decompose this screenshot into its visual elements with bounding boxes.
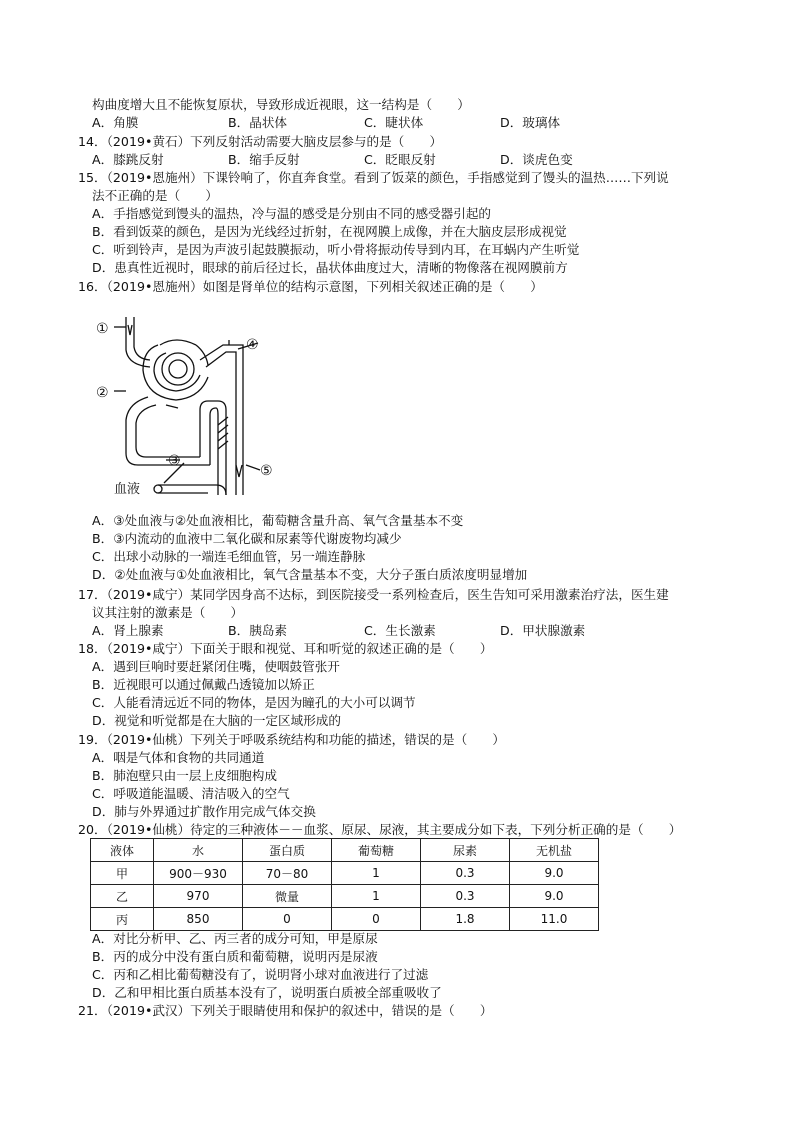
q13-option-a: A．角膜 bbox=[92, 115, 139, 130]
table-header: 水 bbox=[154, 839, 243, 862]
q13-option-b: B．晶状体 bbox=[228, 115, 288, 130]
q13-option-c: C．睫状体 bbox=[364, 115, 424, 130]
table-cell: 0 bbox=[243, 908, 332, 931]
q13-option-d: D．玻璃体 bbox=[500, 115, 561, 130]
q16-option-a: A．③处血液与②处血液相比，葡萄糖含量升高、氧气含量基本不变 bbox=[92, 513, 464, 528]
q18-option-a: A．遇到巨响时要赶紧闭住嘴，使咽鼓管张开 bbox=[92, 659, 340, 674]
table-header: 无机盐 bbox=[510, 839, 599, 862]
table-cell: 乙 bbox=[91, 885, 154, 908]
label-5: ⑤ bbox=[260, 463, 273, 479]
q15-option-d: D．患真性近视时，眼球的前后径过长，晶状体曲度过大，清晰的物像落在视网膜前方 bbox=[92, 260, 568, 275]
q16-stem: 16．（2019•恩施州）如图是肾单位的结构示意图，下列相关叙述正确的是（ ） bbox=[78, 279, 543, 294]
nephron-diagram bbox=[88, 305, 288, 510]
q18-stem: 18．（2019•咸宁）下面关于眼和视觉、耳和听觉的叙述正确的是（ ） bbox=[78, 641, 493, 656]
table-cell: 甲 bbox=[91, 862, 154, 885]
q15-stem-line1: 15．（2019•恩施州）下课铃响了，你直奔食堂。看到了饭菜的颜色，手指感觉到了馒头的温热……下列说 bbox=[78, 170, 669, 185]
q15-option-c: C．听到铃声，是因为声波引起鼓膜振动，听小骨将振动传导到内耳，在耳蜗内产生听觉 bbox=[92, 242, 580, 257]
q18-option-c: C．人能看清远近不同的物体，是因为瞳孔的大小可以调节 bbox=[92, 695, 416, 710]
q17-option-b: B．胰岛素 bbox=[228, 623, 288, 638]
table-row bbox=[91, 862, 599, 885]
table-header-row bbox=[91, 839, 599, 862]
q17-option-c: C．生长激素 bbox=[364, 623, 436, 638]
table-cell: 1 bbox=[332, 885, 421, 908]
table-cell: 11.0 bbox=[510, 908, 599, 931]
table-header: 蛋白质 bbox=[243, 839, 332, 862]
table-cell: 850 bbox=[154, 908, 243, 931]
q17-option-d: D．甲状腺激素 bbox=[500, 623, 586, 638]
q14-stem: 14．（2019•黄石）下列反射活动需要大脑皮层参与的是（ ） bbox=[78, 134, 443, 149]
label-4: ④ bbox=[246, 337, 259, 353]
q19-option-c: C．呼吸道能温暖、清洁吸入的空气 bbox=[92, 786, 290, 801]
q20-option-a: A．对比分析甲、乙、丙三者的成分可知，甲是原尿 bbox=[92, 931, 378, 946]
table-cell: 0.3 bbox=[421, 885, 510, 908]
q19-option-b: B．肺泡壁只由一层上皮细胞构成 bbox=[92, 768, 277, 783]
q20-option-b: B．丙的成分中没有蛋白质和葡萄糖，说明丙是尿液 bbox=[92, 949, 378, 964]
table-cell: 丙 bbox=[91, 908, 154, 931]
q21-stem: 21．（2019•武汉）下列关于眼睛使用和保护的叙述中，错误的是（ ） bbox=[78, 1003, 493, 1018]
table-cell: 900－930 bbox=[154, 862, 243, 885]
composition-table bbox=[90, 838, 599, 931]
table-header: 尿素 bbox=[421, 839, 510, 862]
q18-option-d: D．视觉和听觉都是在大脑的一定区域形成的 bbox=[92, 713, 341, 728]
q14-option-a: A．膝跳反射 bbox=[92, 152, 164, 167]
q16-option-b: B．③内流动的血液中二氧化碳和尿素等代谢废物均减少 bbox=[92, 531, 402, 546]
table-row bbox=[91, 908, 599, 931]
q15-stem-line2: 法不正确的是（ ） bbox=[92, 188, 218, 203]
q19-option-d: D．肺与外界通过扩散作用完成气体交换 bbox=[92, 804, 316, 819]
q19-option-a: A．咽是气体和食物的共同通道 bbox=[92, 750, 265, 765]
q16-option-c: C．出球小动脉的一端连毛细血管，另一端连静脉 bbox=[92, 549, 366, 564]
q17-stem-line1: 17．（2019•咸宁）某同学因身高不达标，到医院接受一系列检查后，医生告知可采用激素治疗法，医生建 bbox=[78, 587, 669, 602]
table-cell: 970 bbox=[154, 885, 243, 908]
table-cell: 9.0 bbox=[510, 885, 599, 908]
q17-options bbox=[92, 622, 712, 640]
q15-option-a: A．手指感觉到馒头的温热，冷与温的感受是分别由不同的感受器引起的 bbox=[92, 206, 492, 221]
label-1: ① bbox=[96, 321, 109, 337]
q16-option-d: D．②处血液与①处血液相比，氧气含量基本不变，大分子蛋白质浓度明显增加 bbox=[92, 567, 528, 582]
q14-option-b: B．缩手反射 bbox=[228, 152, 300, 167]
label-2: ② bbox=[96, 385, 109, 401]
q14-option-d: D．谈虎色变 bbox=[500, 152, 573, 167]
table-cell: 0 bbox=[332, 908, 421, 931]
table-cell: 1.8 bbox=[421, 908, 510, 931]
q17-option-a: A．肾上腺素 bbox=[92, 623, 164, 638]
q15-option-b: B．看到饭菜的颜色，是因为光线经过折射，在视网膜上成像，并在大脑皮层形成视觉 bbox=[92, 224, 567, 239]
table-header: 液体 bbox=[91, 839, 154, 862]
q20-option-d: D．乙和甲相比蛋白质基本没有了，说明蛋白质被全部重吸收了 bbox=[92, 985, 442, 1000]
table-cell: 70－80 bbox=[243, 862, 332, 885]
q13-stem-cont: 构曲度增大且不能恢复原状，导致形成近视眼，这一结构是（ ） bbox=[92, 97, 470, 112]
q20-option-c: C．丙和乙相比葡萄糖没有了，说明肾小球对血液进行了过滤 bbox=[92, 967, 429, 982]
table-cell: 0.3 bbox=[421, 862, 510, 885]
table-cell: 9.0 bbox=[510, 862, 599, 885]
table-row bbox=[91, 885, 599, 908]
q20-stem: 20．（2019•仙桃）待定的三种液体－－血浆、原尿、尿液，其主要成分如下表，下列分析正确的是（ ） bbox=[78, 822, 682, 837]
q19-stem: 19．（2019•仙桃）下列关于呼吸系统结构和功能的描述，错误的是（ ） bbox=[78, 732, 506, 747]
label-blood: 血液 bbox=[114, 482, 141, 497]
table-cell: 1 bbox=[332, 862, 421, 885]
table-cell: 微量 bbox=[243, 885, 332, 908]
q17-stem-line2: 议其注射的激素是（ ） bbox=[92, 605, 244, 620]
label-3: ③ bbox=[168, 453, 181, 469]
table-header: 葡萄糖 bbox=[332, 839, 421, 862]
q18-option-b: B．近视眼可以通过佩戴凸透镜加以矫正 bbox=[92, 677, 315, 692]
q14-options bbox=[92, 151, 712, 169]
q14-option-c: C．眨眼反射 bbox=[364, 152, 436, 167]
q13-options bbox=[92, 114, 712, 132]
